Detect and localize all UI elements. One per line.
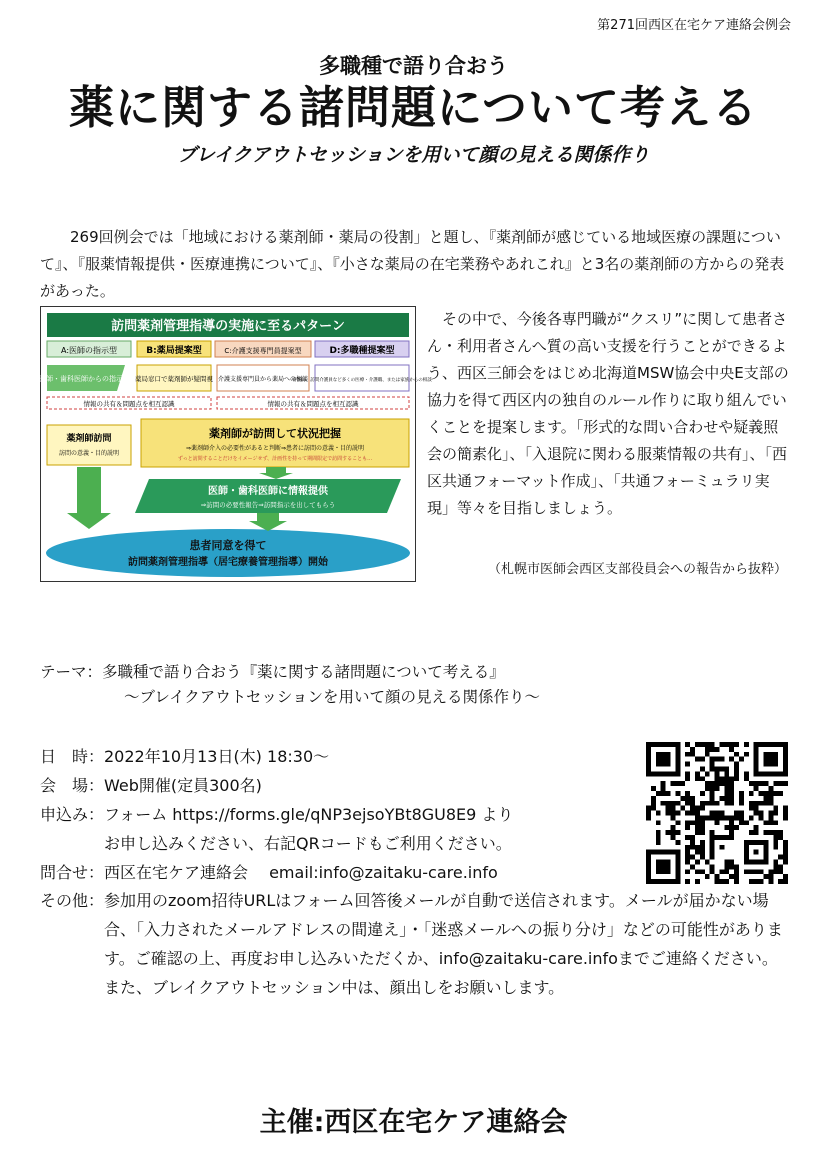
share-text-2: 情報の共有＆問題点を相互認識 <box>267 400 359 408</box>
date-value: 2022年10月13日(木) 18:30～ <box>104 747 330 766</box>
apply-label: 申込み： <box>40 805 105 824</box>
type-c-label: C:介護支援専門員提案型 <box>224 347 302 355</box>
theme-section <box>40 660 800 710</box>
visit-box-sub: 訪問の意義・目的説明 <box>58 450 120 457</box>
other-label: その他： <box>40 891 105 910</box>
details-section <box>40 742 620 887</box>
final-line-2: 訪問薬剤管理指導（居宅療養管理指導）開始 <box>128 557 328 568</box>
date-label: 日 時： <box>40 747 105 766</box>
venue-value: Web開催(定員300名) <box>104 776 262 795</box>
meeting-number: 第271回西区在宅ケア連絡会例会 <box>597 18 791 33</box>
apply-value-2: お申し込みください、右記QRコードもご利用ください。 <box>104 834 512 853</box>
b-box-text: 薬局窓口で薬剤師が疑問視 <box>135 375 213 383</box>
other-section <box>40 886 790 1002</box>
check-sub-1: ⇒薬剤師介入の必要性があると判断⇒患者に訪問の意義・目的説明 <box>185 445 365 452</box>
a-box-text: 医師・歯科医師からの指示 <box>39 375 123 383</box>
type-a-label: A:医師の指示型 <box>60 346 118 355</box>
other-value: 参加用のzoom招待URLはフォーム回答後メールが自動で送信されます。メールが届かない場合、「入力されたメールアドレスの間違え」・「迷惑メールへの振り分け」などの可能性があります。ご確認の上、再度お申し込みいただくか、info@zaitaku-care.infoまでご連絡ください。 <box>104 891 783 968</box>
proposal-paragraph: その中で、今後各専門職が“クスリ”に関して患者さん・利用者さんへ質の高い支援を行うことができるよう、西区三師会をはじめ北海道MSW協会中央E支部の協力を得て西区内の独自のルール作りに取り組んでいくことを提案します。「形式的な問い合わせや疑義照会の簡素化」、「入退院に関わる服薬情報の共有」、「西区共通フォーマット作成」、「共通フォーミュラリ実現」等々を目指しましょう。 <box>427 310 789 517</box>
page-title: 薬に関する諸問題について考える <box>68 81 759 134</box>
venue-label: 会 場： <box>40 776 105 795</box>
source-credit: （札幌市医師会西区支部役員会への報告から抜粋） <box>487 562 787 577</box>
check-title: 薬剤師が訪問して状況把握 <box>209 427 341 440</box>
contact-label: 問合せ： <box>40 863 105 882</box>
final-ellipse <box>46 529 410 577</box>
final-line-1: 患者同意を得て <box>189 539 267 552</box>
share-text-1: 情報の共有＆問題点を相互認識 <box>83 400 175 408</box>
contact-value[interactable]: 西区在宅ケア連絡会 email:info@zaitaku-care.info <box>104 863 498 882</box>
provide-title: 医師・歯科医師に情報提供 <box>208 486 328 497</box>
theme-line-2: ～ブレイクアウトセッションを用いて顔の見える関係作り～ <box>124 688 541 706</box>
pattern-diagram <box>39 306 432 582</box>
theme-label: テーマ： <box>40 663 103 681</box>
theme-line-1: 多職種で語り合おう『薬に関する諸問題について考える』 <box>102 663 505 681</box>
qr-code-svg <box>646 742 788 884</box>
d-box-text: 看護師、訪問介護員など多くの医療・介護職、または家族からの相談 <box>292 378 432 383</box>
qr-code[interactable] <box>646 742 788 884</box>
arrow-bottom <box>249 513 287 531</box>
intro-paragraph: 269回例会では「地域における薬剤師・薬局の役割」と題し、『薬剤師が感じている地域医療の課題について』、『服薬情報提供・医療連携について』、『小さな薬局の在宅業務やあれこれ』と3名の薬剤師の方からの発表があった。 <box>40 228 785 300</box>
supertitle: 多職種で語り合おう <box>319 54 508 78</box>
diagram-title: 訪問薬剤管理指導の実施に至るパターン <box>111 319 345 334</box>
type-b-label: B:薬局提案型 <box>146 346 202 356</box>
visit-box-title: 薬剤師訪問 <box>66 434 112 444</box>
provide-sub: ⇒訪問の必要性報告⇒訪問指示を出してもらう <box>200 501 336 509</box>
check-sub-2: ずっと訪問することだけをイメージせず、計画性を持って期間限定で訪問することも… <box>177 456 373 462</box>
type-d-label: D:多職種提案型 <box>329 346 395 356</box>
other-value-2: また、ブレイクアウトセッション中は、顔出しをお願いします。 <box>104 978 565 997</box>
c-box-text: 介護支援専門員から薬局への相談 <box>217 376 309 383</box>
organizer: 主催:西区在宅ケア連絡会 <box>259 1107 568 1138</box>
apply-value[interactable]: フォーム https://forms.gle/qNP3ejsoYBt8GU8E9 より <box>104 805 514 824</box>
subtitle: ブレイクアウトセッションを用いて顔の見える関係作り <box>177 144 650 166</box>
arrow-left <box>67 467 111 529</box>
visit-box <box>47 425 131 465</box>
diagram-svg <box>39 307 432 581</box>
arrow-mid <box>259 467 293 479</box>
